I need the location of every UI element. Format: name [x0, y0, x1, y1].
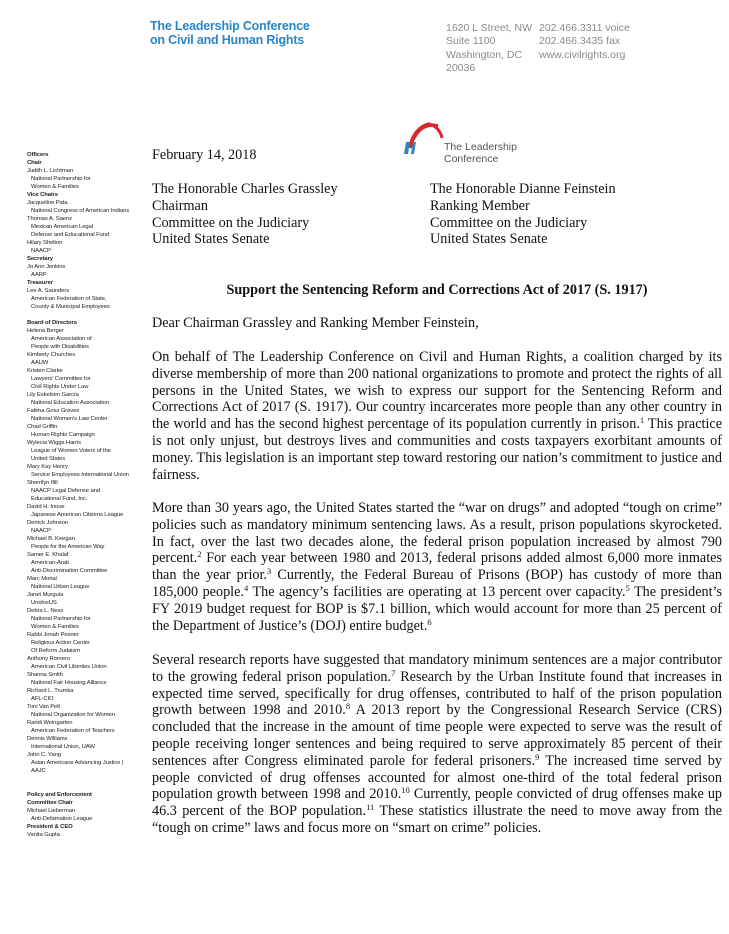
letter-date: February 14, 2018	[152, 147, 257, 163]
sidebar-member-org: People with Disabilities	[31, 344, 89, 350]
sidebar-member-org: AARP	[31, 272, 47, 278]
sidebar-member-org: NAACP	[31, 528, 51, 534]
paragraph-text: More than 30 years ago, the United States started the “war on drugs” and adopted “tough on crime” policies such as mandatory minimum sentencing laws. As a result, prison populations skyrocketed. In fact, over the last two decades alone, the federal prison population increased by almost 790 percent.	[152, 500, 722, 567]
sidebar-member-org: United States	[31, 456, 66, 462]
sidebar-member-org: UnidosUS	[31, 600, 57, 606]
sidebar-member-org: NAACP Legal Defense and	[31, 488, 100, 494]
sidebar-member-name: Lee A. Saunders	[27, 288, 70, 294]
paragraph-text: These statistics illustrate the need to move away from the “tough on crime” laws and focus more on “smart on crime” policies.	[152, 803, 722, 836]
address-line: 1620 L Street, NW	[446, 22, 532, 34]
sidebar-member-org: NAACP	[31, 248, 51, 254]
sidebar-member-name: Toni Van Pelt	[27, 704, 60, 710]
sidebar-member-name: Rabbi Jonah Pesner	[27, 632, 79, 638]
sidebar-member-name: Randi Weingarten	[27, 720, 73, 726]
sidebar-member-org: National Congress of American Indians	[31, 208, 130, 214]
sidebar-member-org: National Organization for Women	[31, 712, 115, 718]
sidebar-member-name: Judith L. Lichtman	[27, 168, 74, 174]
sidebar-member-org: AFL-CIO	[31, 696, 54, 702]
sidebar-member-org: Mexican American Legal	[31, 224, 93, 230]
sidebar-member-org: Japanese American Citizens League	[31, 512, 124, 518]
paragraph-text: A 2013 report by the Congressional Research Service (CRS) concluded that the increase in the amount of time people were expected to serve was the result of people receiving longer sentences and being required to serve approximately 85 percent of their sentences after Congress eliminated parole for federal prisoners.	[152, 702, 722, 769]
recipient-line: United States Senate	[152, 231, 270, 248]
sidebar-member-name: Derrick Johnson	[27, 520, 69, 526]
sidebar-member-name: Thomas A. Saenz	[27, 216, 72, 222]
sidebar-member-org: American Association of	[31, 336, 92, 342]
paragraph-text: Currently, the Federal Bureau of Prisons (BOP) has custody of more than 185,000 people.	[152, 567, 722, 600]
sidebar-member-org: AAUW	[31, 360, 49, 366]
recipient-line: Committee on the Judiciary	[152, 214, 310, 231]
sidebar-member-name: Chad Griffin	[27, 424, 58, 430]
sidebar-heading: Vice Chairs	[27, 192, 58, 198]
sidebar-member-org: Women & Families	[31, 624, 79, 630]
sidebar-member-org: Educational Fund, Inc.	[31, 496, 88, 502]
letter-title: Support the Sentencing Reform and Corrections Act of 2017 (S. 1917)	[226, 282, 648, 298]
sidebar-member-org: National Partnership for	[31, 176, 91, 182]
logo-text-line2: Conference	[444, 152, 499, 165]
sidebar-member-name: Wylecia Wiggs Harris	[27, 440, 81, 446]
sidebar-member-name: Anthony Romero	[27, 656, 70, 662]
sidebar-member-name: Helena Berger	[27, 328, 64, 334]
sidebar-member-name: Hilary Shelton	[27, 240, 63, 246]
paragraph-text: For each year between 1980 and 2013, federal prisons added almost 6,000 more inmates than the year prior.	[152, 550, 722, 584]
sidebar-member-name: Fatima Goss Graves	[27, 408, 80, 414]
sidebar-member-org: Defense and Educational Fund	[31, 232, 110, 238]
sidebar-member-name: Janet Murguía	[27, 592, 64, 598]
sidebar-member-org: Human Rights Campaign	[31, 432, 95, 438]
board-sidebar	[27, 151, 145, 839]
sidebar-member-name: Dennis Williams	[27, 736, 68, 742]
sidebar-member-name: Samer E. Khalaf	[27, 552, 69, 558]
recipient-line: Committee on the Judiciary	[430, 214, 588, 231]
paragraph-text: The president’s FY 2019 budget request for BOP is $7.1 billion, which would account for more than 25 percent of the Department of Justice’s (DOJ) entire budget.	[152, 583, 722, 634]
phone-voice: 202.466.3311 voice	[539, 22, 630, 34]
sidebar-heading: Committee Chair	[27, 800, 73, 806]
sidebar-member-org: American Federation of Teachers	[31, 728, 115, 734]
recipient-line: The Honorable Charles Grassley	[152, 181, 338, 197]
sidebar-member-org: National Fair Housing Alliance	[31, 680, 107, 686]
sidebar-member-name: Michael B. Keegan	[27, 536, 75, 542]
footnote-ref: 11	[366, 802, 375, 813]
footnote-ref: 2	[197, 549, 202, 560]
sidebar-member-org: County & Municipal Employees	[31, 304, 110, 310]
sidebar-member-name: Mary Kay Henry	[27, 464, 68, 470]
sidebar-heading: Treasurer	[27, 280, 53, 286]
sidebar-member-org: National Women's Law Center	[31, 416, 108, 422]
sidebar-member-org: AAJC	[31, 768, 46, 774]
footnote-ref: 3	[266, 566, 272, 577]
sidebar-member-org: Asian Americans Advancing Justice |	[31, 760, 124, 766]
sidebar-member-org: International Union, UAW	[31, 744, 95, 750]
sidebar-member-org: National Education Association	[31, 400, 109, 406]
sidebar-member-org: People for the American Way	[31, 544, 105, 550]
body-paragraph-3	[152, 652, 722, 837]
website-link[interactable]: www.civilrights.org	[539, 48, 626, 61]
phone-fax: 202.466.3435 fax	[539, 35, 621, 48]
sidebar-heading: President & CEO	[27, 824, 73, 830]
sidebar-member-name: Michael Lieberman	[27, 808, 76, 814]
sidebar-member-org: League of Women Voters of the	[31, 448, 111, 454]
address-line: Washington, DC	[446, 48, 523, 61]
sidebar-member-org: Service Employees International Union	[31, 472, 129, 478]
paragraph-text: On behalf of The Leadership Conference on Civil and Human Rights, a coalition charged by its diverse membership of more than 200 national organizations to promote and protect the rights of all persons in the United States, we wish to express our support for the Sentencing Reform and Corrections Act of 2017 (S. 1917). Our country incarcerates more people than any other country in the world and has the second highest percentage of its population currently in prison.	[152, 349, 722, 433]
sidebar-member-org: National Urban League	[31, 584, 90, 590]
sidebar-member-name: Shanna Smith	[27, 672, 63, 678]
address-line: Suite 1100	[446, 35, 496, 48]
sidebar-member-name: Sherrilyn Ifill	[27, 480, 58, 486]
org-name-line1: The Leadership Conference	[150, 19, 310, 33]
recipient-right	[430, 181, 720, 248]
paragraph-text: The agency’s facilities are operating at 13 percent over capacity.	[248, 583, 626, 600]
sidebar-member-name: John C. Yang	[27, 752, 61, 758]
sidebar-member-org: Women & Families	[31, 184, 79, 190]
footnote-ref: 9	[535, 751, 540, 762]
letterhead-org-name	[150, 19, 310, 47]
sidebar-heading: Officers	[27, 152, 49, 158]
sidebar-member-name: Jacqueline Pata	[27, 200, 68, 206]
sidebar-member-org: Of Reform Judaism	[31, 648, 81, 654]
footnote-ref: 6	[427, 616, 432, 627]
sidebar-member-org: Religious Action Center	[31, 640, 90, 646]
recipient-line: The Honorable Dianne Feinstein	[430, 181, 616, 197]
letterhead-contact	[539, 22, 630, 62]
paragraph-text: This practice is not only unjust, but destroys lives and communities and costs taxpayers exorbitant amounts of money. This legislation is an important step toward restoring our nation’s commitment to justice and fairness.	[152, 416, 722, 483]
sidebar-member-org: Civil Rights Under Law	[31, 384, 89, 390]
footnote-ref: 5	[625, 582, 630, 593]
paragraph-text: Several research reports have suggested that mandatory minimum sentences are a major contributor to the growing federal prison population.	[152, 652, 722, 685]
footnote-ref: 10	[401, 785, 410, 796]
sidebar-member-org: Anti-Discrimination Committee	[31, 568, 108, 574]
paragraph-text: Currently, people convicted of drug offenses make up 46.3 percent of the BOP population.	[152, 786, 723, 820]
org-name-line2: on Civil and Human Rights	[150, 33, 305, 47]
footnote-ref: 1	[639, 415, 645, 426]
sidebar-member-name: Jo Ann Jenkins	[27, 264, 66, 270]
sidebar-member-name: Vanita Gupta	[27, 832, 60, 838]
sidebar-heading: Board of Directors	[27, 320, 77, 326]
sidebar-spacer	[27, 775, 145, 791]
footnote-ref: 7	[391, 667, 396, 678]
sidebar-member-org: Lawyers' Committee for	[31, 376, 91, 382]
sidebar-member-org: Anti-Defamation League	[31, 816, 93, 822]
sidebar-member-name: Marc Morial	[27, 576, 57, 582]
body-paragraph-2	[152, 500, 722, 634]
recipient-line: Ranking Member	[430, 197, 530, 214]
sidebar-member-name: David H. Inoue	[27, 504, 65, 510]
footnote-ref: 8	[345, 701, 351, 712]
paragraph-text: Research by the Urban Institute found that increases in expected time served, specifically for drug offenses, contributed to half of the prison population growth between 1998 and 2010.	[152, 668, 722, 719]
sidebar-member-org: National Partnership for	[31, 616, 91, 622]
recipient-line: Chairman	[152, 197, 208, 214]
sidebar-spacer	[27, 311, 145, 319]
sidebar-member-name: Kristen Clarke	[27, 368, 63, 374]
sidebar-member-name: Debra L. Ness	[27, 608, 64, 614]
salutation: Dear Chairman Grassley and Ranking Member Feinstein,	[152, 315, 479, 331]
sidebar-member-org: American-Arab	[31, 560, 69, 566]
address-line: 20036	[446, 61, 476, 74]
sidebar-member-name: Lily Eskelsen García	[27, 392, 79, 398]
recipient-line: United States Senate	[430, 231, 548, 248]
footnote-ref: 4	[243, 582, 249, 593]
sidebar-member-org: American Civil Liberties Union	[31, 664, 107, 670]
letterhead-address	[446, 22, 532, 75]
sidebar-member-name: Richard L. Trumka	[27, 688, 74, 694]
paragraph-text: The increased time served by people convicted of drug offenses accounted for almost one-third of the total federal prison population growth between 1998 and 2010.	[152, 752, 722, 803]
sidebar-member-name: Kimberly Churches	[27, 352, 76, 358]
sidebar-heading: Chair	[27, 160, 42, 166]
sidebar-heading: Policy and Enforcement	[27, 792, 92, 798]
sidebar-member-org: American Federation of State,	[31, 296, 107, 302]
sidebar-heading: Secretary	[27, 256, 53, 262]
body-paragraph-1	[152, 349, 722, 483]
logo-text-line1: The Leadership	[444, 141, 517, 153]
